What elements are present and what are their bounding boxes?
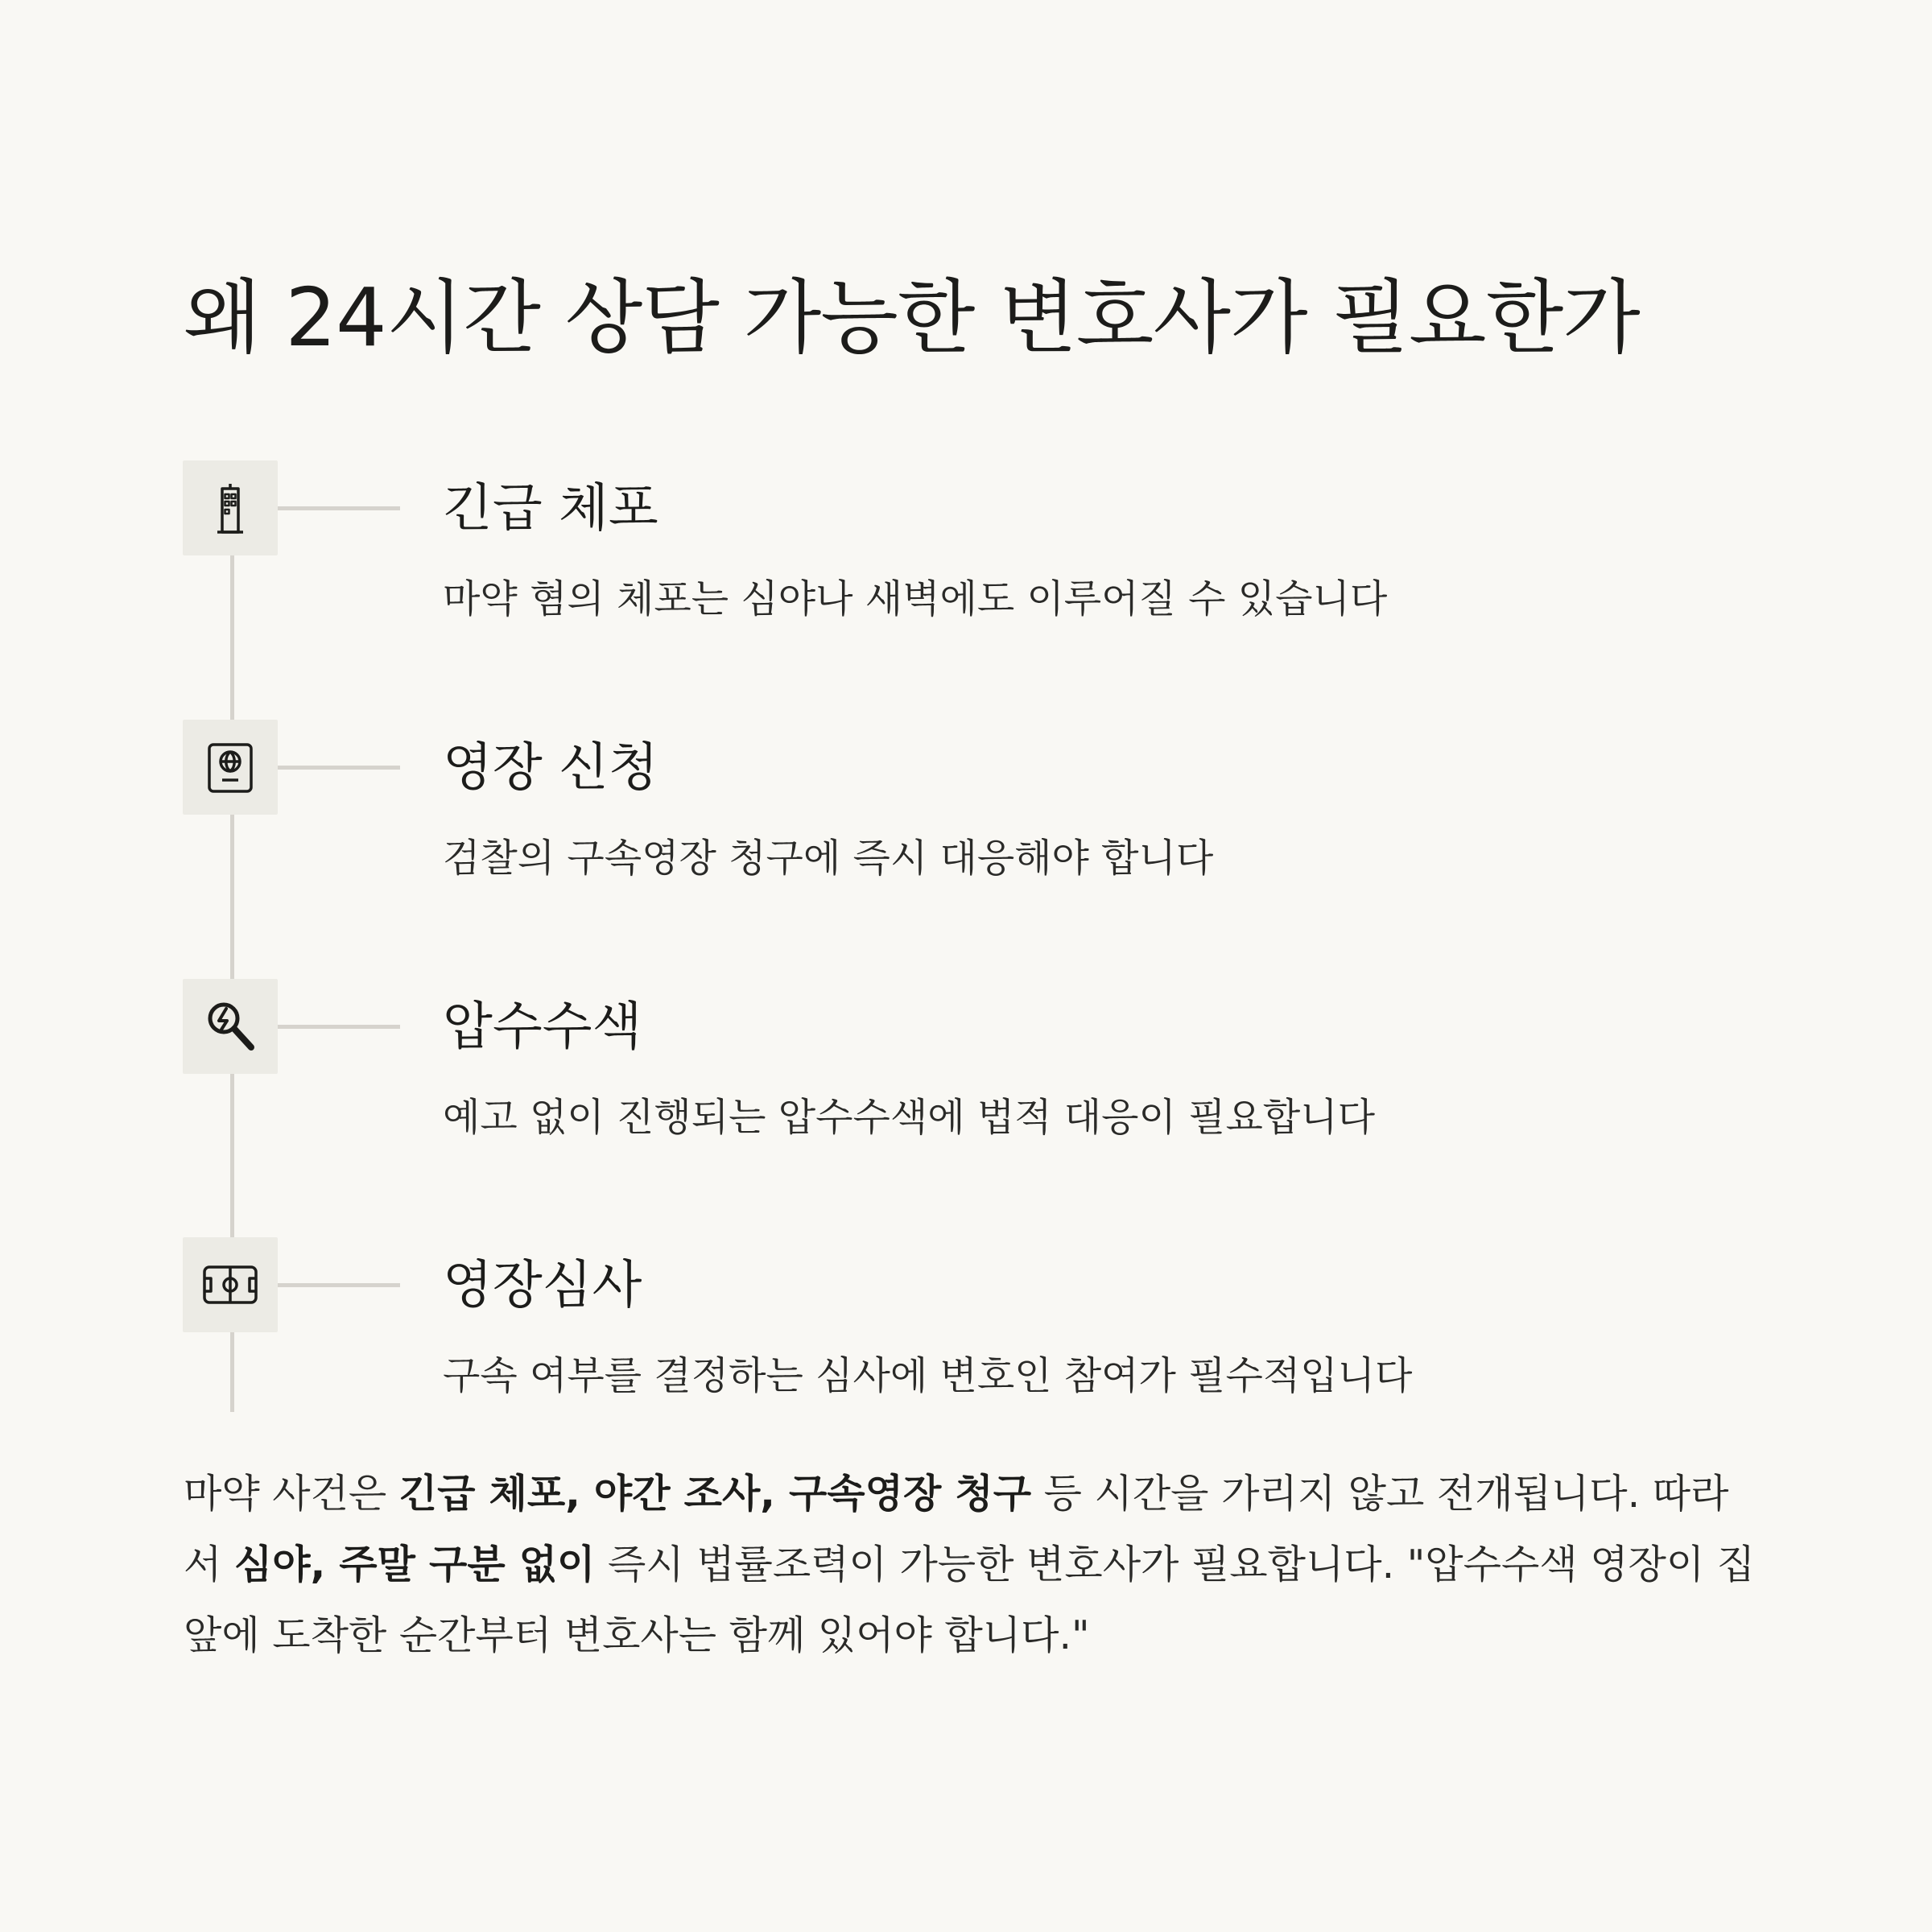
search-bolt-icon	[183, 979, 278, 1074]
item-description: 예고 없이 진행되는 압수수색에 법적 대응이 필요합니다	[443, 1095, 1376, 1140]
timeline-item-emergency-arrest	[0, 460, 1932, 670]
item-description: 구속 여부를 결정하는 심사에 변호인 참여가 필수적입니다	[443, 1353, 1413, 1398]
connector-line	[278, 506, 400, 510]
page-title: 왜 24시간 상담 가능한 변호사가 필요한가	[184, 270, 1640, 365]
soccer-field-icon	[183, 1237, 278, 1332]
summary-text: 마약 사건은	[184, 1471, 399, 1517]
timeline-item-search-seizure	[0, 979, 1932, 1188]
connector-line	[278, 1283, 400, 1287]
summary-text: 즉시 법률조력이 가능한 변호사가 필요합니다. "압수수색 영장이 집 앞에 도착한 순간부터 변호사는 함께 있어야 합니다."	[184, 1542, 1756, 1658]
building-icon	[183, 460, 278, 555]
item-title: 압수수색	[443, 997, 642, 1057]
summary-emphasis: 긴급 체포, 야간 조사, 구속영장 청구	[398, 1471, 1032, 1517]
connector-line	[278, 1025, 400, 1029]
timeline-item-warrant-review	[0, 1237, 1932, 1447]
item-description: 마약 혐의 체포는 심야나 새벽에도 이루어질 수 있습니다	[443, 576, 1388, 621]
item-title: 영장심사	[443, 1256, 642, 1315]
summary-paragraph	[184, 1459, 1761, 1671]
summary-text: 등 시간을 가리지 않고 전개됩니다. 따라서	[184, 1471, 1729, 1587]
summary-emphasis: 심야, 주말 구분 없이	[233, 1542, 596, 1587]
item-description: 검찰의 구속영장 청구에 즉시 대응해야 합니다	[443, 836, 1214, 881]
passport-icon	[183, 720, 278, 815]
connector-line	[278, 766, 400, 770]
timeline-item-warrant-request	[0, 720, 1932, 929]
item-title: 영장 신청	[443, 738, 658, 798]
item-title: 긴급 체포	[443, 479, 658, 539]
